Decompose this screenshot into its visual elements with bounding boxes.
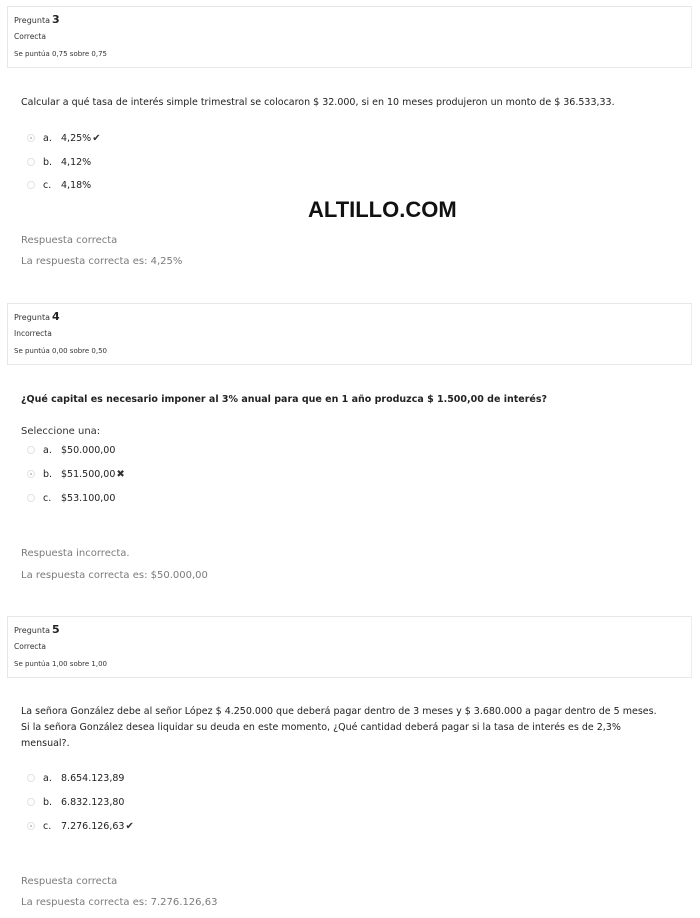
radio-button[interactable] <box>27 798 35 806</box>
question-grade: Se puntúa 0,75 sobre 0,75 <box>14 50 108 58</box>
question-num: 5 <box>51 623 60 636</box>
radio-button[interactable] <box>27 822 35 830</box>
question-number <box>14 623 60 636</box>
right-answer-text: La respuesta correcta es: $50.000,00 <box>21 570 208 581</box>
answer-letter: b. <box>43 796 53 808</box>
answer-label: 4,25% <box>61 132 92 144</box>
answer-label: 7.276.126,63 <box>61 820 125 832</box>
answer-option-b[interactable] <box>27 467 125 481</box>
watermark: ALTILLO.COM <box>308 197 457 222</box>
answer-letter: a. <box>43 444 52 456</box>
answer-letter: a. <box>43 132 52 144</box>
answer-letter: c. <box>43 820 52 832</box>
answer-option-c[interactable] <box>27 491 115 505</box>
answer-option-a[interactable] <box>27 443 115 457</box>
question-info-4 <box>7 303 692 365</box>
feedback-text: Respuesta correcta <box>21 876 118 887</box>
answer-option-a[interactable] <box>27 771 124 785</box>
cross-icon: ✖ <box>116 468 125 480</box>
check-icon: ✔ <box>92 132 101 144</box>
answer-letter: b. <box>43 156 53 168</box>
answer-letter: c. <box>43 179 52 191</box>
question-text: La señora González debe al señor López $ 4.250.000 que deberá pagar dentro de 3 meses y $ 3.680.000 a pagar dentro de 5 meses. Si la señora González desea liquidar su deuda en este momento, ¿Qué cantidad deberá pagar si la tasa de interés es de 2,3% mensual?. <box>21 706 657 749</box>
answer-letter: a. <box>43 772 52 784</box>
question-grade: Se puntúa 0,00 sobre 0,50 <box>14 347 108 355</box>
answer-label: 6.832.123,80 <box>61 796 125 808</box>
answer-option-b[interactable] <box>27 795 124 809</box>
answer-option-c[interactable] <box>27 178 91 192</box>
question-state: Correcta <box>14 642 46 651</box>
question-num: 3 <box>51 13 60 26</box>
question-state: Incorrecta <box>14 329 52 338</box>
radio-button[interactable] <box>27 181 35 189</box>
question-grade: Se puntúa 1,00 sobre 1,00 <box>14 660 108 668</box>
answer-option-c[interactable] <box>27 819 134 833</box>
answer-label: $51.500,00 <box>61 468 116 480</box>
question-label: Pregunta <box>14 313 50 322</box>
answer-letter: c. <box>43 492 52 504</box>
answer-label: 4,18% <box>61 179 92 191</box>
check-icon: ✔ <box>125 820 134 832</box>
radio-button[interactable] <box>27 774 35 782</box>
answer-label: $53.100,00 <box>61 492 116 504</box>
question-state: Correcta <box>14 32 46 41</box>
question-info-5 <box>7 616 692 678</box>
radio-button[interactable] <box>27 134 35 142</box>
feedback-text: Respuesta incorrecta. <box>21 548 130 559</box>
radio-button[interactable] <box>27 494 35 502</box>
feedback-text: Respuesta correcta <box>21 235 118 246</box>
question-number <box>14 310 60 323</box>
radio-button[interactable] <box>27 446 35 454</box>
answer-label: 8.654.123,89 <box>61 772 125 784</box>
question-num: 4 <box>51 310 60 323</box>
question-number <box>14 13 60 26</box>
question-label: Pregunta <box>14 16 50 25</box>
radio-button[interactable] <box>27 158 35 166</box>
right-answer-text: La respuesta correcta es: 4,25% <box>21 256 183 267</box>
question-text: Calcular a qué tasa de interés simple trimestral se colocaron $ 32.000, si en 10 meses produjeron un monto de $ 36.533,33. <box>21 97 615 108</box>
answer-option-a[interactable] <box>27 131 101 145</box>
answer-label: 4,12% <box>61 156 92 168</box>
select-one-prompt: Seleccione una: <box>21 426 101 437</box>
answer-label: $50.000,00 <box>61 444 116 456</box>
radio-button[interactable] <box>27 470 35 478</box>
right-answer-text: La respuesta correcta es: 7.276.126,63 <box>21 897 218 908</box>
question-label: Pregunta <box>14 626 50 635</box>
question-info-3 <box>7 6 692 68</box>
answer-letter: b. <box>43 468 53 480</box>
answer-option-b[interactable] <box>27 155 91 169</box>
question-text: ¿Qué capital es necesario imponer al 3% anual para que en 1 año produzca $ 1.500,00 de interés? <box>21 394 548 405</box>
